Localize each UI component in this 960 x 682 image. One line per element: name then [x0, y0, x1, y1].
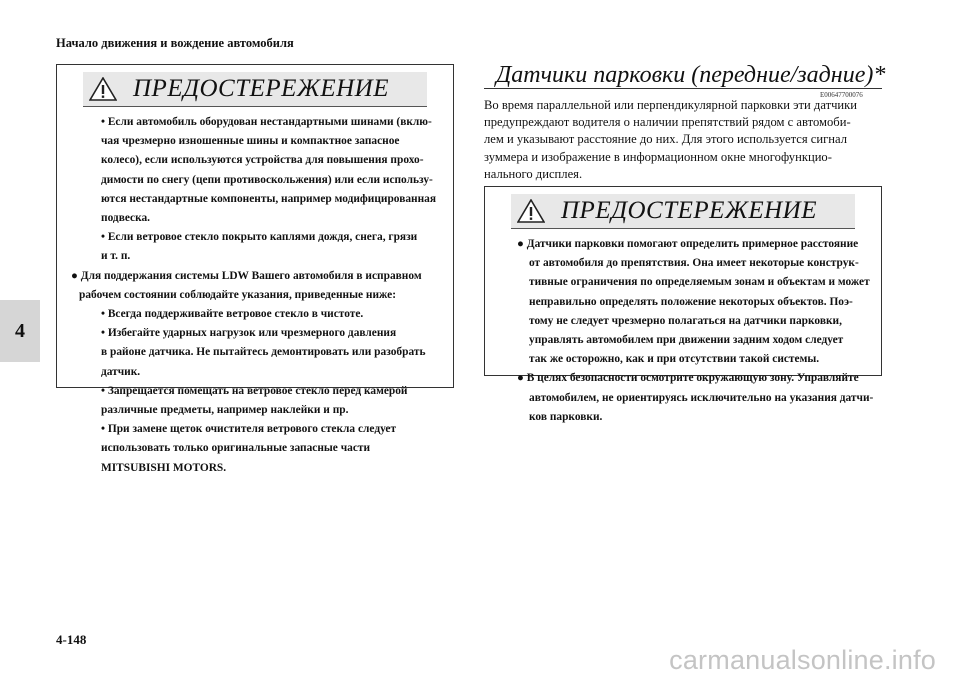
- warning-line: и т. п.: [101, 250, 131, 263]
- section-title: Датчики парковки (передние/задние)*: [496, 62, 886, 88]
- warning-line: автомобилем, не ориентируясь исключительно на указания датчи-: [529, 391, 874, 404]
- paragraph-line: зуммера и изображение в информационном окне многофункцио-: [484, 149, 832, 164]
- paragraph-line: Во время параллельной или перпендикулярной парковки эти датчики: [484, 98, 858, 112]
- warning-title: ПРЕДОСТЕРЕЖЕНИЕ: [133, 75, 389, 102]
- warning-line: • Если ветровое стекло покрыто каплями дождя, снега, грязи: [101, 231, 418, 244]
- warning-triangle-icon: [89, 77, 117, 101]
- warning-title: ПРЕДОСТЕРЕЖЕНИЕ: [561, 197, 817, 224]
- warning-text: [71, 113, 443, 478]
- warning-line: в районе датчика. Не пытайтесь демонтировать или разобрать: [101, 346, 426, 359]
- chapter-tab: 4: [0, 300, 40, 362]
- warning-text: [499, 235, 874, 427]
- warning-line: • Если автомобиль оборудован нестандартными шинами (вклю-: [101, 116, 432, 128]
- warning-line: ● Датчики парковки помогают определить примерное расстояние: [517, 238, 859, 250]
- warning-line: подвеска.: [101, 212, 151, 225]
- paragraph-line: нального дисплея.: [484, 166, 583, 181]
- warning-header: [83, 72, 427, 107]
- warning-line: • Избегайте ударных нагрузок или чрезмерного давления: [101, 327, 397, 340]
- warning-line: • При замене щеток очистителя ветрового стекла следует: [101, 423, 397, 436]
- warning-line: чая чрезмерно изношенные шины и компактное запасное: [101, 135, 400, 148]
- warning-line: • Всегда поддерживайте ветровое стекло в чистоте.: [101, 308, 364, 321]
- warning-line: различные предметы, например наклейки и пр.: [101, 404, 349, 417]
- warning-line: рабочем состоянии соблюдайте указания, приведенные ниже:: [79, 288, 396, 301]
- running-header: Начало движения и вождение автомобиля: [56, 36, 294, 50]
- section-code: E00647700076: [820, 91, 863, 99]
- warning-line: так же осторожно, как и при отсутствии такой системы.: [529, 353, 820, 366]
- warning-box-parking: [484, 186, 882, 423]
- warning-line: использовать только оригинальные запасные части: [101, 442, 371, 455]
- warning-header: [511, 194, 855, 229]
- warning-line: от автомобиля до препятствия. Она имеет некоторые конструк-: [529, 257, 859, 270]
- warning-line: тивные ограничения по определяемым зонам и объектам и может: [529, 276, 870, 289]
- warning-line: ков парковки.: [529, 410, 603, 423]
- paragraph-line: предупреждают водителя о наличии препятствий рядом с автомоби-: [484, 115, 851, 130]
- page-number: 4-148: [56, 632, 87, 647]
- section-divider: [484, 88, 882, 89]
- warning-line: ● Для поддержания системы LDW Вашего автомобиля в исправном: [71, 269, 422, 282]
- warning-triangle-icon: [517, 199, 545, 223]
- warning-line: колесо), если используются устройства для повышения прохо-: [101, 154, 424, 167]
- watermark: carmanualsonline.info: [669, 645, 936, 675]
- warning-line: • Запрещается помещать на ветровое стекло перед камерой: [101, 384, 408, 397]
- warning-line: датчик.: [101, 365, 141, 378]
- warning-line: ● В целях безопасности осмотрите окружающую зону. Управляйте: [517, 372, 859, 385]
- warning-line: MITSUBISHI MOTORS.: [101, 461, 227, 474]
- paragraph-line: лем и указывают расстояние до них. Для этого используется сигнал: [484, 132, 848, 147]
- warning-line: неправильно определять положение некоторых объектов. Поэ-: [529, 295, 853, 308]
- warning-box-ldw: [56, 64, 454, 474]
- warning-line: димости по снегу (цепи противоскольжения) или если использу-: [101, 173, 433, 186]
- section-paragraph: [484, 97, 884, 183]
- warning-line: ются нестандартные компоненты, например модифицированная: [101, 192, 437, 205]
- warning-line: управлять автомобилем при движении задним ходом следует: [529, 334, 844, 347]
- warning-line: тому не следует чрезмерно полагаться на датчики парковки,: [529, 314, 842, 327]
